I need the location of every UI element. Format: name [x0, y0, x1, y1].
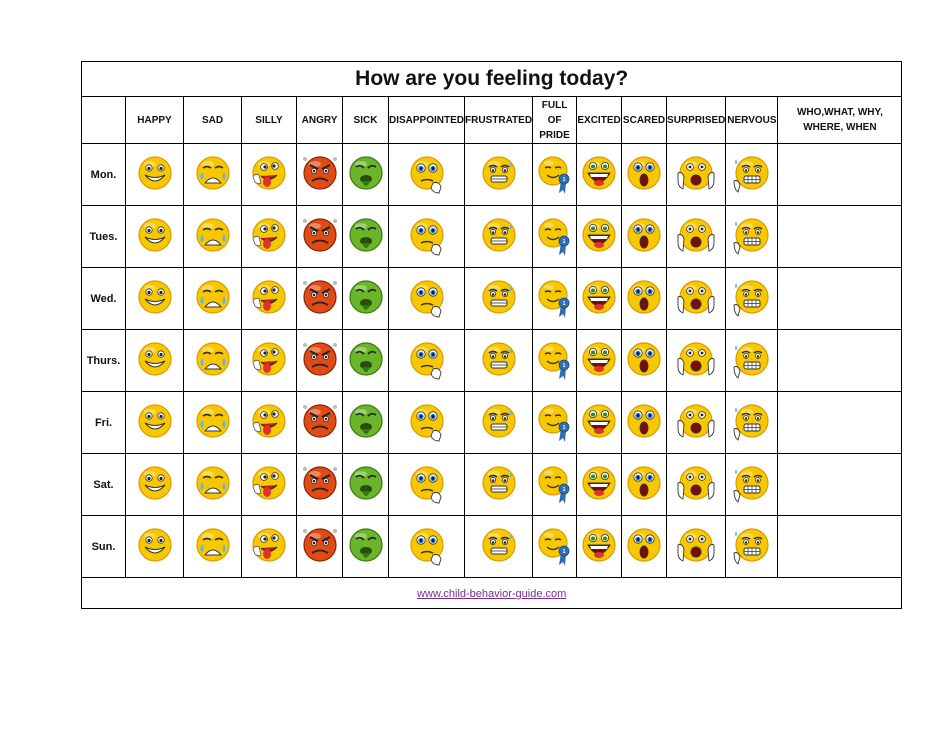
proud-face-ribbon-icon — [535, 339, 575, 383]
feeling-cell-excited[interactable] — [577, 144, 622, 206]
column-header-happy: HAPPY — [126, 97, 184, 144]
feeling-cell-silly[interactable] — [242, 392, 297, 454]
svg-text:1: 1 — [562, 424, 565, 431]
nervous-face-icon — [732, 339, 772, 383]
surprised-face-icon — [676, 339, 716, 383]
proud-face-ribbon-icon — [535, 277, 575, 321]
surprised-face-icon — [676, 277, 716, 321]
feeling-cell-disappointed[interactable] — [389, 206, 465, 268]
surprised-face-icon — [676, 525, 716, 569]
feeling-cell-angry[interactable] — [297, 330, 343, 392]
surprised-face-icon — [676, 215, 716, 259]
day-row — [82, 330, 902, 392]
feeling-cell-sick[interactable] — [343, 392, 389, 454]
feeling-cell-happy[interactable] — [126, 330, 184, 392]
feeling-cell-scared[interactable] — [622, 516, 667, 578]
feeling-cell-sad[interactable] — [184, 330, 242, 392]
column-header-silly: SILLY — [242, 97, 297, 144]
header-row — [82, 97, 902, 144]
scared-face-icon — [624, 153, 664, 197]
happy-face-icon — [135, 153, 175, 197]
feeling-cell-happy[interactable] — [126, 268, 184, 330]
angry-face-icon — [300, 153, 340, 197]
notes-cell[interactable] — [778, 268, 902, 330]
day-row — [82, 206, 902, 268]
angry-face-icon — [300, 339, 340, 383]
feeling-cell-excited[interactable] — [577, 206, 622, 268]
sick-face-icon — [346, 463, 386, 507]
happy-face-icon — [135, 277, 175, 321]
feelings-chart — [81, 61, 902, 609]
feeling-cell-nervous[interactable] — [726, 454, 778, 516]
feeling-cell-frustrated[interactable] — [465, 392, 533, 454]
feeling-cell-disappointed[interactable] — [389, 144, 465, 206]
proud-face-ribbon-icon — [535, 463, 575, 507]
happy-face-icon — [135, 401, 175, 445]
feeling-cell-surprised[interactable] — [667, 144, 726, 206]
frustrated-face-icon — [479, 401, 519, 445]
svg-text:1: 1 — [562, 362, 565, 369]
frustrated-face-icon — [479, 339, 519, 383]
feeling-cell-scared[interactable] — [622, 330, 667, 392]
feeling-cell-nervous[interactable] — [726, 516, 778, 578]
feeling-cell-disappointed[interactable] — [389, 516, 465, 578]
angry-face-icon — [300, 277, 340, 321]
feeling-cell-surprised[interactable] — [667, 516, 726, 578]
feeling-cell-sick[interactable] — [343, 454, 389, 516]
feeling-cell-nervous[interactable] — [726, 330, 778, 392]
day-label: Sat. — [82, 454, 126, 516]
feeling-cell-silly[interactable] — [242, 206, 297, 268]
nervous-face-icon — [732, 215, 772, 259]
feeling-cell-angry[interactable] — [297, 516, 343, 578]
feeling-cell-angry[interactable] — [297, 392, 343, 454]
feeling-cell-pride[interactable] — [533, 144, 577, 206]
crying-face-icon — [193, 339, 233, 383]
feeling-cell-sick[interactable] — [343, 206, 389, 268]
proud-face-ribbon-icon — [535, 525, 575, 569]
excited-face-icon — [579, 215, 619, 259]
nervous-face-icon — [732, 401, 772, 445]
feeling-cell-silly[interactable] — [242, 268, 297, 330]
day-label: Mon. — [82, 144, 126, 206]
happy-face-icon — [135, 525, 175, 569]
column-header-scared: SCARED — [622, 97, 667, 144]
disappointed-face-icon — [407, 277, 447, 321]
feeling-cell-pride[interactable] — [533, 268, 577, 330]
feeling-cell-silly[interactable] — [242, 330, 297, 392]
column-header-notes: WHO,WHAT, WHY, WHERE, WHEN — [778, 97, 902, 144]
nervous-face-icon — [732, 525, 772, 569]
angry-face-icon — [300, 525, 340, 569]
feeling-cell-sick[interactable] — [343, 330, 389, 392]
chart-title: How are you feeling today? — [82, 62, 902, 97]
feeling-cell-frustrated[interactable] — [465, 454, 533, 516]
nervous-face-icon — [732, 463, 772, 507]
nervous-face-icon — [732, 153, 772, 197]
column-header-angry: ANGRY — [297, 97, 343, 144]
feeling-cell-nervous[interactable] — [726, 206, 778, 268]
feeling-cell-sad[interactable] — [184, 516, 242, 578]
column-header-excited: EXCITED — [577, 97, 622, 144]
happy-face-icon — [135, 215, 175, 259]
scared-face-icon — [624, 463, 664, 507]
frustrated-face-icon — [479, 525, 519, 569]
feeling-cell-excited[interactable] — [577, 454, 622, 516]
feeling-cell-surprised[interactable] — [667, 268, 726, 330]
scared-face-icon — [624, 339, 664, 383]
feeling-cell-frustrated[interactable] — [465, 516, 533, 578]
feeling-cell-scared[interactable] — [622, 144, 667, 206]
feeling-cell-sad[interactable] — [184, 206, 242, 268]
feeling-cell-disappointed[interactable] — [389, 454, 465, 516]
feeling-cell-happy[interactable] — [126, 516, 184, 578]
feeling-cell-silly[interactable] — [242, 144, 297, 206]
disappointed-face-icon — [407, 401, 447, 445]
feeling-cell-sick[interactable] — [343, 268, 389, 330]
column-header-nervous: NERVOUS — [726, 97, 778, 144]
feeling-cell-pride[interactable] — [533, 454, 577, 516]
feeling-cell-sad[interactable] — [184, 268, 242, 330]
svg-text:1: 1 — [562, 176, 565, 183]
feeling-cell-sick[interactable] — [343, 144, 389, 206]
excited-face-icon — [579, 153, 619, 197]
feeling-cell-nervous[interactable] — [726, 268, 778, 330]
crying-face-icon — [193, 525, 233, 569]
sick-face-icon — [346, 339, 386, 383]
day-label: Wed. — [82, 268, 126, 330]
feeling-cell-frustrated[interactable] — [465, 144, 533, 206]
silly-face-icon — [249, 463, 289, 507]
feeling-cell-excited[interactable] — [577, 516, 622, 578]
svg-text:1: 1 — [562, 300, 565, 307]
feeling-cell-excited[interactable] — [577, 392, 622, 454]
silly-face-icon — [249, 277, 289, 321]
feeling-cell-sad[interactable] — [184, 392, 242, 454]
crying-face-icon — [193, 215, 233, 259]
silly-face-icon — [249, 153, 289, 197]
day-row — [82, 268, 902, 330]
nervous-face-icon — [732, 277, 772, 321]
crying-face-icon — [193, 277, 233, 321]
crying-face-icon — [193, 153, 233, 197]
feeling-cell-angry[interactable] — [297, 454, 343, 516]
silly-face-icon — [249, 525, 289, 569]
surprised-face-icon — [676, 401, 716, 445]
footer — [82, 578, 902, 609]
svg-text:1: 1 — [562, 238, 565, 245]
notes-cell[interactable] — [778, 206, 902, 268]
frustrated-face-icon — [479, 463, 519, 507]
feeling-cell-nervous[interactable] — [726, 392, 778, 454]
notes-cell[interactable] — [778, 392, 902, 454]
feeling-cell-pride[interactable] — [533, 330, 577, 392]
column-header-pride: FULL OF PRIDE — [533, 97, 577, 144]
surprised-face-icon — [676, 153, 716, 197]
column-header-frustrated: FRUSTRATED — [465, 97, 533, 144]
happy-face-icon — [135, 339, 175, 383]
feeling-cell-frustrated[interactable] — [465, 268, 533, 330]
scared-face-icon — [624, 215, 664, 259]
day-label: Tues. — [82, 206, 126, 268]
feeling-cell-scared[interactable] — [622, 206, 667, 268]
scared-face-icon — [624, 277, 664, 321]
excited-face-icon — [579, 463, 619, 507]
feeling-cell-pride[interactable] — [533, 392, 577, 454]
feeling-cell-surprised[interactable] — [667, 454, 726, 516]
feeling-cell-disappointed[interactable] — [389, 392, 465, 454]
svg-text:1: 1 — [562, 548, 565, 555]
notes-cell[interactable] — [778, 330, 902, 392]
proud-face-ribbon-icon — [535, 401, 575, 445]
feeling-cell-excited[interactable] — [577, 268, 622, 330]
silly-face-icon — [249, 401, 289, 445]
sick-face-icon — [346, 525, 386, 569]
feeling-cell-happy[interactable] — [126, 454, 184, 516]
feeling-cell-angry[interactable] — [297, 206, 343, 268]
angry-face-icon — [300, 401, 340, 445]
feeling-cell-pride[interactable] — [533, 516, 577, 578]
feeling-cell-nervous[interactable] — [726, 144, 778, 206]
feeling-cell-scared[interactable] — [622, 454, 667, 516]
angry-face-icon — [300, 215, 340, 259]
feeling-cell-frustrated[interactable] — [465, 330, 533, 392]
frustrated-face-icon — [479, 153, 519, 197]
feeling-cell-disappointed[interactable] — [389, 268, 465, 330]
feeling-cell-silly[interactable] — [242, 516, 297, 578]
column-header-sick: SICK — [343, 97, 389, 144]
column-header-sad: SAD — [184, 97, 242, 144]
feelings-table — [81, 61, 902, 609]
day-row — [82, 392, 902, 454]
silly-face-icon — [249, 339, 289, 383]
feeling-cell-pride[interactable] — [533, 206, 577, 268]
feeling-cell-silly[interactable] — [242, 454, 297, 516]
feeling-cell-angry[interactable] — [297, 268, 343, 330]
day-label: Sun. — [82, 516, 126, 578]
excited-face-icon — [579, 277, 619, 321]
day-label: Fri. — [82, 392, 126, 454]
disappointed-face-icon — [407, 463, 447, 507]
feeling-cell-sick[interactable] — [343, 516, 389, 578]
feeling-cell-disappointed[interactable] — [389, 330, 465, 392]
feeling-cell-surprised[interactable] — [667, 206, 726, 268]
happy-face-icon — [135, 463, 175, 507]
notes-cell[interactable] — [778, 144, 902, 206]
sick-face-icon — [346, 153, 386, 197]
scared-face-icon — [624, 525, 664, 569]
scared-face-icon — [624, 401, 664, 445]
column-header-disappointed: DISAPPOINTED — [389, 97, 465, 144]
feeling-cell-angry[interactable] — [297, 144, 343, 206]
disappointed-face-icon — [407, 525, 447, 569]
feeling-cell-happy[interactable] — [126, 144, 184, 206]
sick-face-icon — [346, 215, 386, 259]
notes-cell[interactable] — [778, 454, 902, 516]
day-row — [82, 144, 902, 206]
angry-face-icon — [300, 463, 340, 507]
column-header-surprised: SURPRISED — [667, 97, 726, 144]
surprised-face-icon — [676, 463, 716, 507]
svg-text:1: 1 — [562, 486, 565, 493]
excited-face-icon — [579, 525, 619, 569]
feeling-cell-surprised[interactable] — [667, 392, 726, 454]
notes-cell[interactable] — [778, 516, 902, 578]
feeling-cell-happy[interactable] — [126, 392, 184, 454]
feeling-cell-sad[interactable] — [184, 144, 242, 206]
sick-face-icon — [346, 401, 386, 445]
excited-face-icon — [579, 339, 619, 383]
header-blank-cell — [82, 97, 126, 144]
feeling-cell-excited[interactable] — [577, 330, 622, 392]
proud-face-ribbon-icon — [535, 153, 575, 197]
excited-face-icon — [579, 401, 619, 445]
sick-face-icon — [346, 277, 386, 321]
crying-face-icon — [193, 463, 233, 507]
day-row — [82, 516, 902, 578]
feeling-cell-sad[interactable] — [184, 454, 242, 516]
day-label: Thurs. — [82, 330, 126, 392]
frustrated-face-icon — [479, 277, 519, 321]
disappointed-face-icon — [407, 215, 447, 259]
frustrated-face-icon — [479, 215, 519, 259]
day-row — [82, 454, 902, 516]
feeling-cell-scared[interactable] — [622, 268, 667, 330]
disappointed-face-icon — [407, 153, 447, 197]
crying-face-icon — [193, 401, 233, 445]
proud-face-ribbon-icon — [535, 215, 575, 259]
feeling-cell-happy[interactable] — [126, 206, 184, 268]
footer-link[interactable]: www.child-behavior-guide.com — [417, 588, 567, 600]
feeling-cell-surprised[interactable] — [667, 330, 726, 392]
disappointed-face-icon — [407, 339, 447, 383]
feeling-cell-scared[interactable] — [622, 392, 667, 454]
silly-face-icon — [249, 215, 289, 259]
feeling-cell-frustrated[interactable] — [465, 206, 533, 268]
